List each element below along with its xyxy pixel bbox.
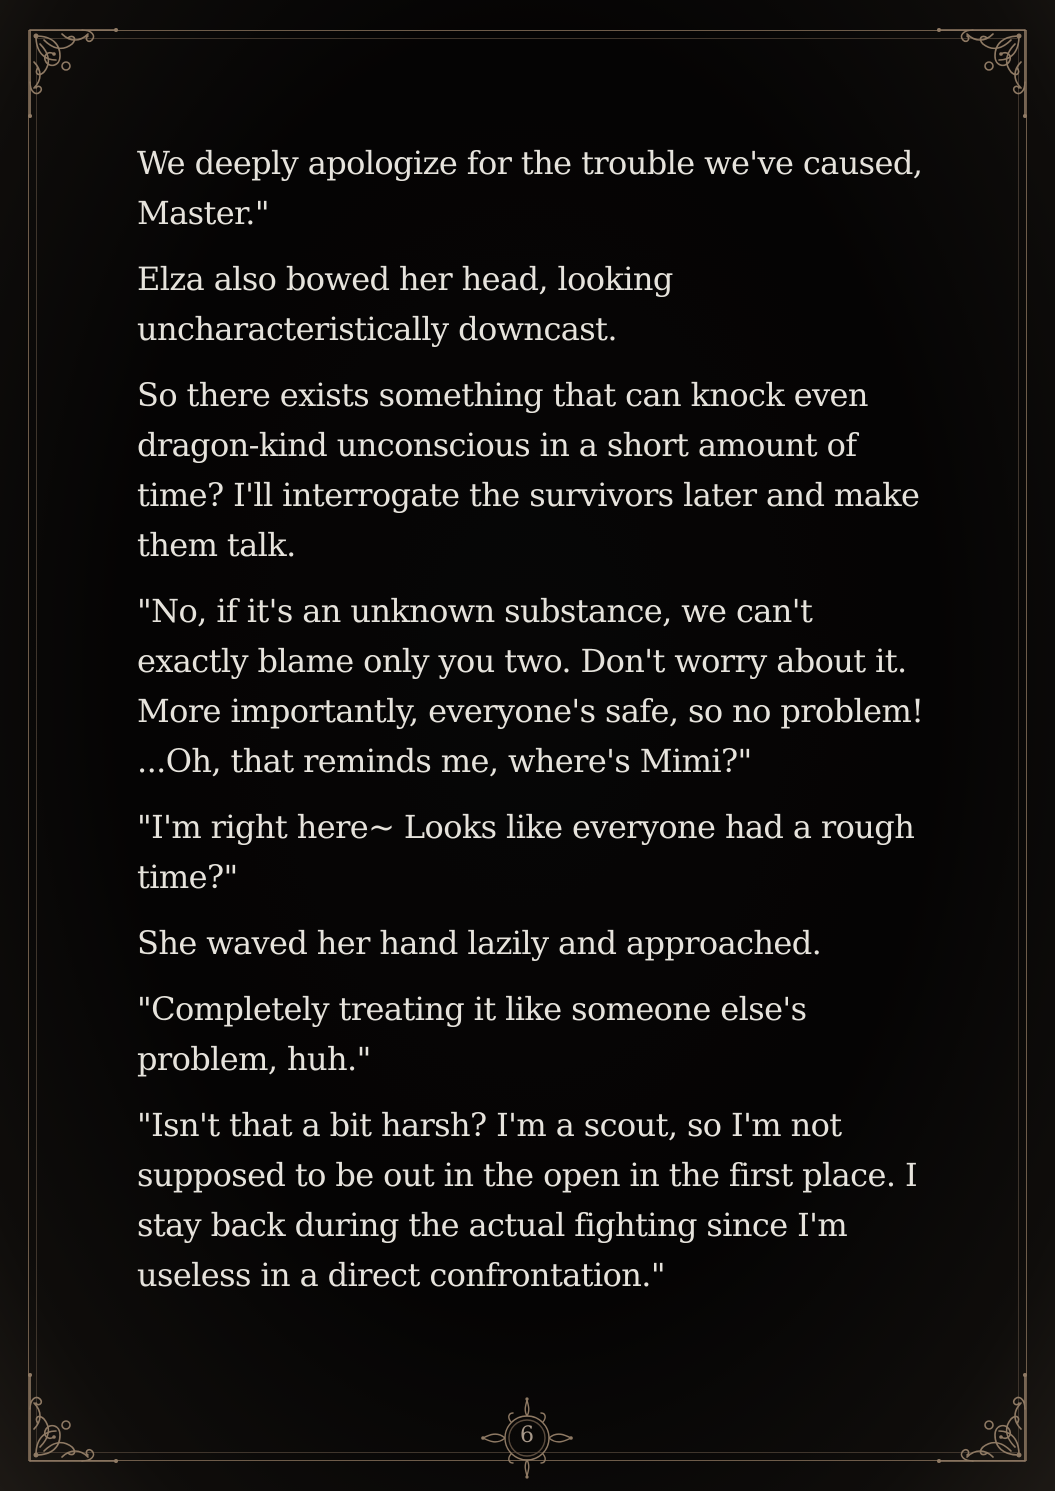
paragraph: "I'm right here~ Looks like everyone had a rough time?" [137,808,915,896]
paragraph: "Isn't that a bit harsh? I'm a scout, so I'm not supposed to be out in the open in the first place. I stay back during the actual fighting since I'm useless in a direct confrontation." [137,1106,918,1294]
paragraph: She waved her hand lazily and approached. [137,924,822,962]
paragraph: Elza also bowed her head, looking uncharacteristically downcast. [137,260,673,348]
paragraph: We deeply apologize for the trouble we've caused, Master." [137,144,923,232]
page-number-medallion [477,1395,577,1481]
paragraph: "No, if it's an unknown substance, we can't exactly blame only you two. Don't worry about it. More importantly, everyone's safe, so no problem! ...Oh, that reminds me, where's Mimi?" [137,592,924,780]
flourish-corner-icon [937,1373,1033,1469]
flourish-corner-icon [22,22,118,118]
flourish-corner-icon [937,22,1033,118]
page-number: 6 [520,1423,534,1448]
paragraph: So there exists something that can knock even dragon-kind unconscious in a short amount of time? I'll interrogate the survivors later and make them talk. [137,376,920,564]
flourish-corner-icon [22,1373,118,1469]
paragraph: "Completely treating it like someone else's problem, huh." [137,990,807,1078]
page-body-text [137,138,927,1316]
